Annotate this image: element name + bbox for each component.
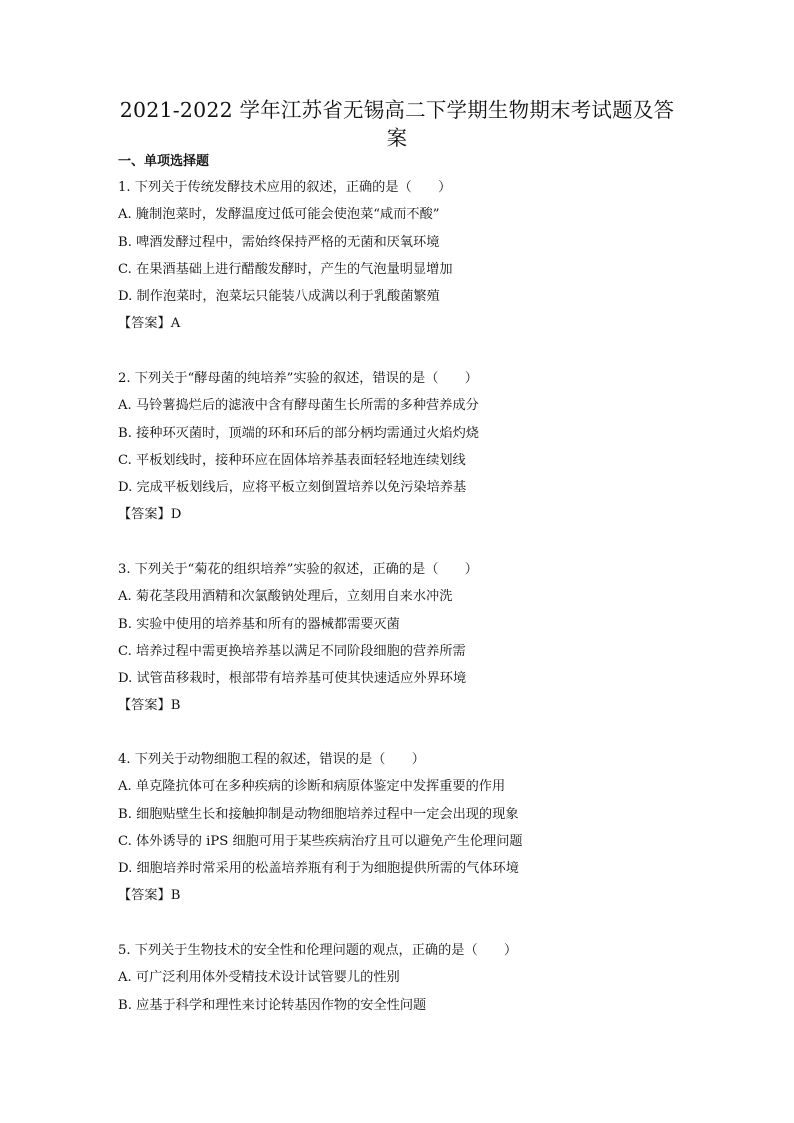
option-d: D. 试管苗移栽时，根部带有培养基可使其快速适应外界环境: [118, 671, 467, 687]
option-c: C. 在果酒基础上进行醋酸发酵时，产生的气泡量明显增加: [118, 261, 453, 277]
option-b: B. 细胞贴壁生长和接触抑制是动物细胞培养过程中一定会出现的现象: [118, 806, 519, 822]
option-c: C. 培养过程中需更换培养基以满足不同阶段细胞的营养所需: [118, 643, 466, 659]
question-1: [118, 174, 718, 338]
option-a: A. 可广泛利用体外受精技术设计试管婴儿的性别: [118, 970, 400, 986]
question-5: [118, 937, 718, 1019]
section-heading: 一、单项选择题: [118, 154, 210, 169]
question-stem: 1. 下列关于传统发酵技术应用的叙述，正确的是（ ）: [118, 180, 452, 195]
option-c: C. 平板划线时，接种环应在固体培养基表面轻轻地连续划线: [118, 452, 466, 468]
answer-label: 【答案】A: [118, 316, 181, 332]
answer-label: 【答案】D: [118, 507, 182, 523]
answer-label: 【答案】B: [118, 698, 181, 714]
option-a: A. 腌制泡菜时，发酵温度过低可能会使泡菜“咸而不酸”: [118, 207, 440, 223]
answer-label: 【答案】B: [118, 888, 181, 904]
question-2: [118, 365, 718, 529]
question-3: [118, 556, 718, 720]
option-b: B. 实验中使用的培养基和所有的器械都需要灭菌: [118, 616, 400, 632]
question-4: [118, 746, 718, 910]
option-d: D. 制作泡菜时，泡菜坛只能装八成满以利于乳酸菌繁殖: [118, 289, 440, 305]
option-a: A. 菊花茎段用酒精和次氯酸钠处理后，立刻用自来水冲洗: [118, 589, 453, 605]
question-stem: 3. 下列关于“菊花的组织培养”实验的叙述，正确的是（ ）: [118, 562, 478, 577]
option-a: A. 马铃薯捣烂后的滤液中含有酵母菌生长所需的多种营养成分: [118, 398, 479, 414]
option-a: A. 单克隆抗体可在多种疾病的诊断和病原体鉴定中发挥重要的作用: [118, 779, 506, 795]
option-b: B. 接种环灭菌时，顶端的环和环后的部分柄均需通过火焰灼烧: [118, 425, 479, 441]
document-title: 2021-2022 学年江苏省无锡高二下学期生物期末考试题及答案: [119, 98, 675, 150]
question-stem: 2. 下列关于“酵母菌的纯培养”实验的叙述，错误的是（ ）: [118, 371, 478, 386]
question-stem: 4. 下列关于动物细胞工程的叙述，错误的是（ ）: [118, 752, 425, 767]
option-b: B. 应基于科学和理性来讨论转基因作物的安全性问题: [118, 997, 427, 1013]
option-d: D. 完成平板划线后，应将平板立刻倒置培养以免污染培养基: [118, 480, 467, 496]
option-b: B. 啤酒发酵过程中，需始终保持严格的无菌和厌氧环境: [118, 234, 440, 250]
question-stem: 5. 下列关于生物技术的安全性和伦理问题的观点，正确的是（ ）: [118, 943, 518, 958]
option-d: D. 细胞培养时常采用的松盖培养瓶有利于为细胞提供所需的气体环境: [118, 861, 519, 877]
option-c: C. 体外诱导的 iPS 细胞可用于某些疾病治疗且可以避免产生伦理问题: [118, 833, 523, 849]
